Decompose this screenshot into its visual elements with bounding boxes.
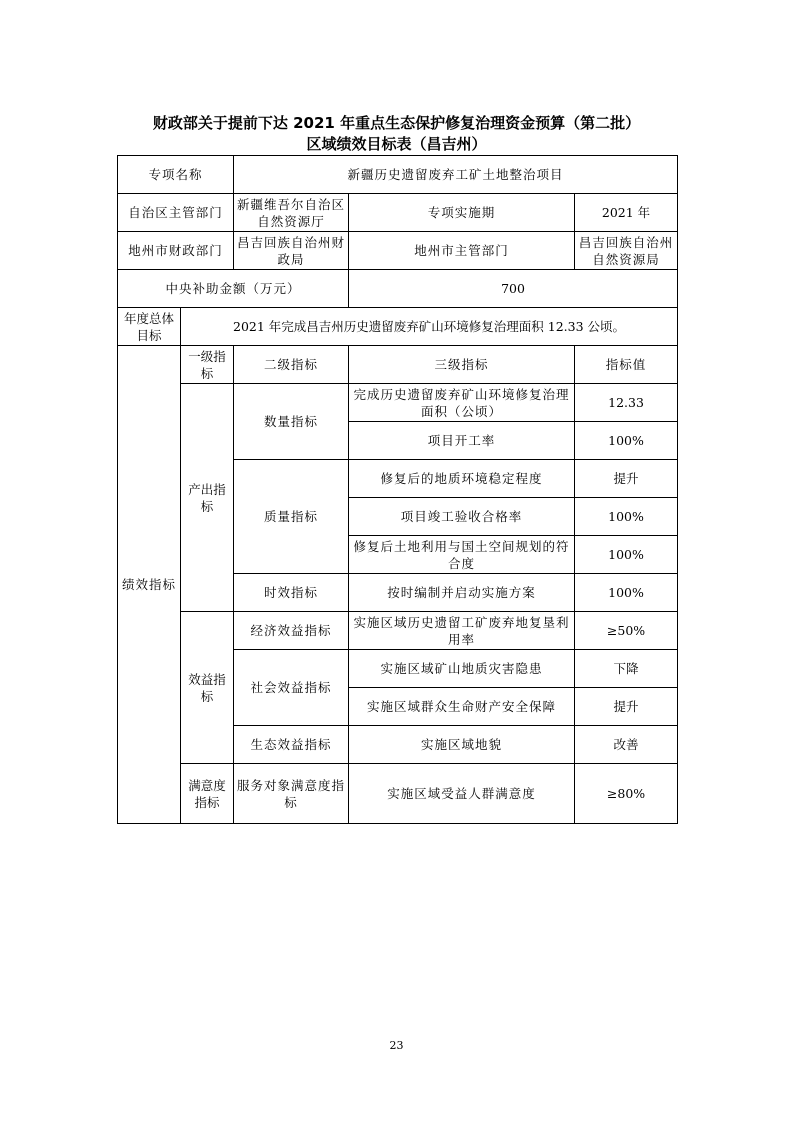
timeliness-indicator-label: 时效指标 <box>234 574 349 612</box>
row-annual-goal <box>118 308 678 346</box>
service-1-value: ≥80% <box>575 764 678 824</box>
social-2-value: 提升 <box>575 688 678 726</box>
prefecture-dept-label: 地州市主管部门 <box>349 232 575 270</box>
table-row <box>118 764 678 824</box>
quality-3-name: 修复后土地利用与国土空间规划的符合度 <box>349 536 575 574</box>
row-region-dept <box>118 194 678 232</box>
row-subsidy <box>118 270 678 308</box>
economic-1-value: ≥50% <box>575 612 678 650</box>
period-value: 2021 年 <box>575 194 678 232</box>
ecological-1-name: 实施区域地貌 <box>349 726 575 764</box>
page-number: 23 <box>389 1039 404 1052</box>
prefecture-dept-value: 昌吉回族自治州自然资源局 <box>575 232 678 270</box>
economic-indicator-label: 经济效益指标 <box>234 612 349 650</box>
table-row <box>118 612 678 650</box>
quality-indicator-label: 质量指标 <box>234 460 349 574</box>
quality-1-name: 修复后的地质环境稳定程度 <box>349 460 575 498</box>
row-indicator-header <box>118 346 678 384</box>
document-title-line1: 财政部关于提前下达 2021 年重点生态保护修复治理资金预算（第二批） <box>152 114 641 132</box>
col-level1-header: 一级指标 <box>181 346 234 384</box>
satisfaction-indicator-label: 满意度指标 <box>181 764 234 824</box>
quality-3-value: 100% <box>575 536 678 574</box>
annual-goal-label: 年度总体目标 <box>118 308 181 346</box>
document-title-line2: 区域绩效目标表（昌吉州） <box>306 135 487 153</box>
col-value-header: 指标值 <box>575 346 678 384</box>
social-1-value: 下降 <box>575 650 678 688</box>
col-level2-header: 二级指标 <box>234 346 349 384</box>
col-level3-header: 三级指标 <box>349 346 575 384</box>
output-indicator-label: 产出指标 <box>181 384 234 612</box>
period-label: 专项实施期 <box>349 194 575 232</box>
project-name-label: 专项名称 <box>118 156 234 194</box>
quality-1-value: 提升 <box>575 460 678 498</box>
subsidy-value: 700 <box>349 270 678 308</box>
social-2-name: 实施区域群众生命财产安全保障 <box>349 688 575 726</box>
quantity-indicator-label: 数量指标 <box>234 384 349 460</box>
annual-goal-value: 2021 年完成昌吉州历史遗留废弃矿山环境修复治理面积 12.33 公顷。 <box>181 308 678 346</box>
ecological-1-value: 改善 <box>575 726 678 764</box>
quality-2-name: 项目竣工验收合格率 <box>349 498 575 536</box>
indicator-group-label: 绩效指标 <box>118 346 181 824</box>
prefecture-finance-label: 地州市财政部门 <box>118 232 234 270</box>
prefecture-finance-value: 昌吉回族自治州财政局 <box>234 232 349 270</box>
ecological-indicator-label: 生态效益指标 <box>234 726 349 764</box>
benefit-indicator-label: 效益指标 <box>181 612 234 764</box>
table-row <box>118 384 678 422</box>
row-prefecture <box>118 232 678 270</box>
social-1-name: 实施区域矿山地质灾害隐患 <box>349 650 575 688</box>
region-dept-label: 自治区主管部门 <box>118 194 234 232</box>
subsidy-label: 中央补助金额（万元） <box>118 270 349 308</box>
quantity-2-value: 100% <box>575 422 678 460</box>
row-project-name <box>118 156 678 194</box>
social-indicator-label: 社会效益指标 <box>234 650 349 726</box>
region-dept-value: 新疆维吾尔自治区自然资源厅 <box>234 194 349 232</box>
service-1-name: 实施区域受益人群满意度 <box>349 764 575 824</box>
quantity-2-name: 项目开工率 <box>349 422 575 460</box>
quantity-1-value: 12.33 <box>575 384 678 422</box>
economic-1-name: 实施区域历史遗留工矿废弃地复垦利用率 <box>349 612 575 650</box>
quality-2-value: 100% <box>575 498 678 536</box>
timeliness-1-value: 100% <box>575 574 678 612</box>
timeliness-1-name: 按时编制并启动实施方案 <box>349 574 575 612</box>
project-name-value: 新疆历史遗留废弃工矿土地整治项目 <box>234 156 678 194</box>
quantity-1-name: 完成历史遗留废弃矿山环境修复治理面积（公顷） <box>349 384 575 422</box>
performance-target-table <box>117 155 678 824</box>
service-indicator-label: 服务对象满意度指标 <box>234 764 349 824</box>
